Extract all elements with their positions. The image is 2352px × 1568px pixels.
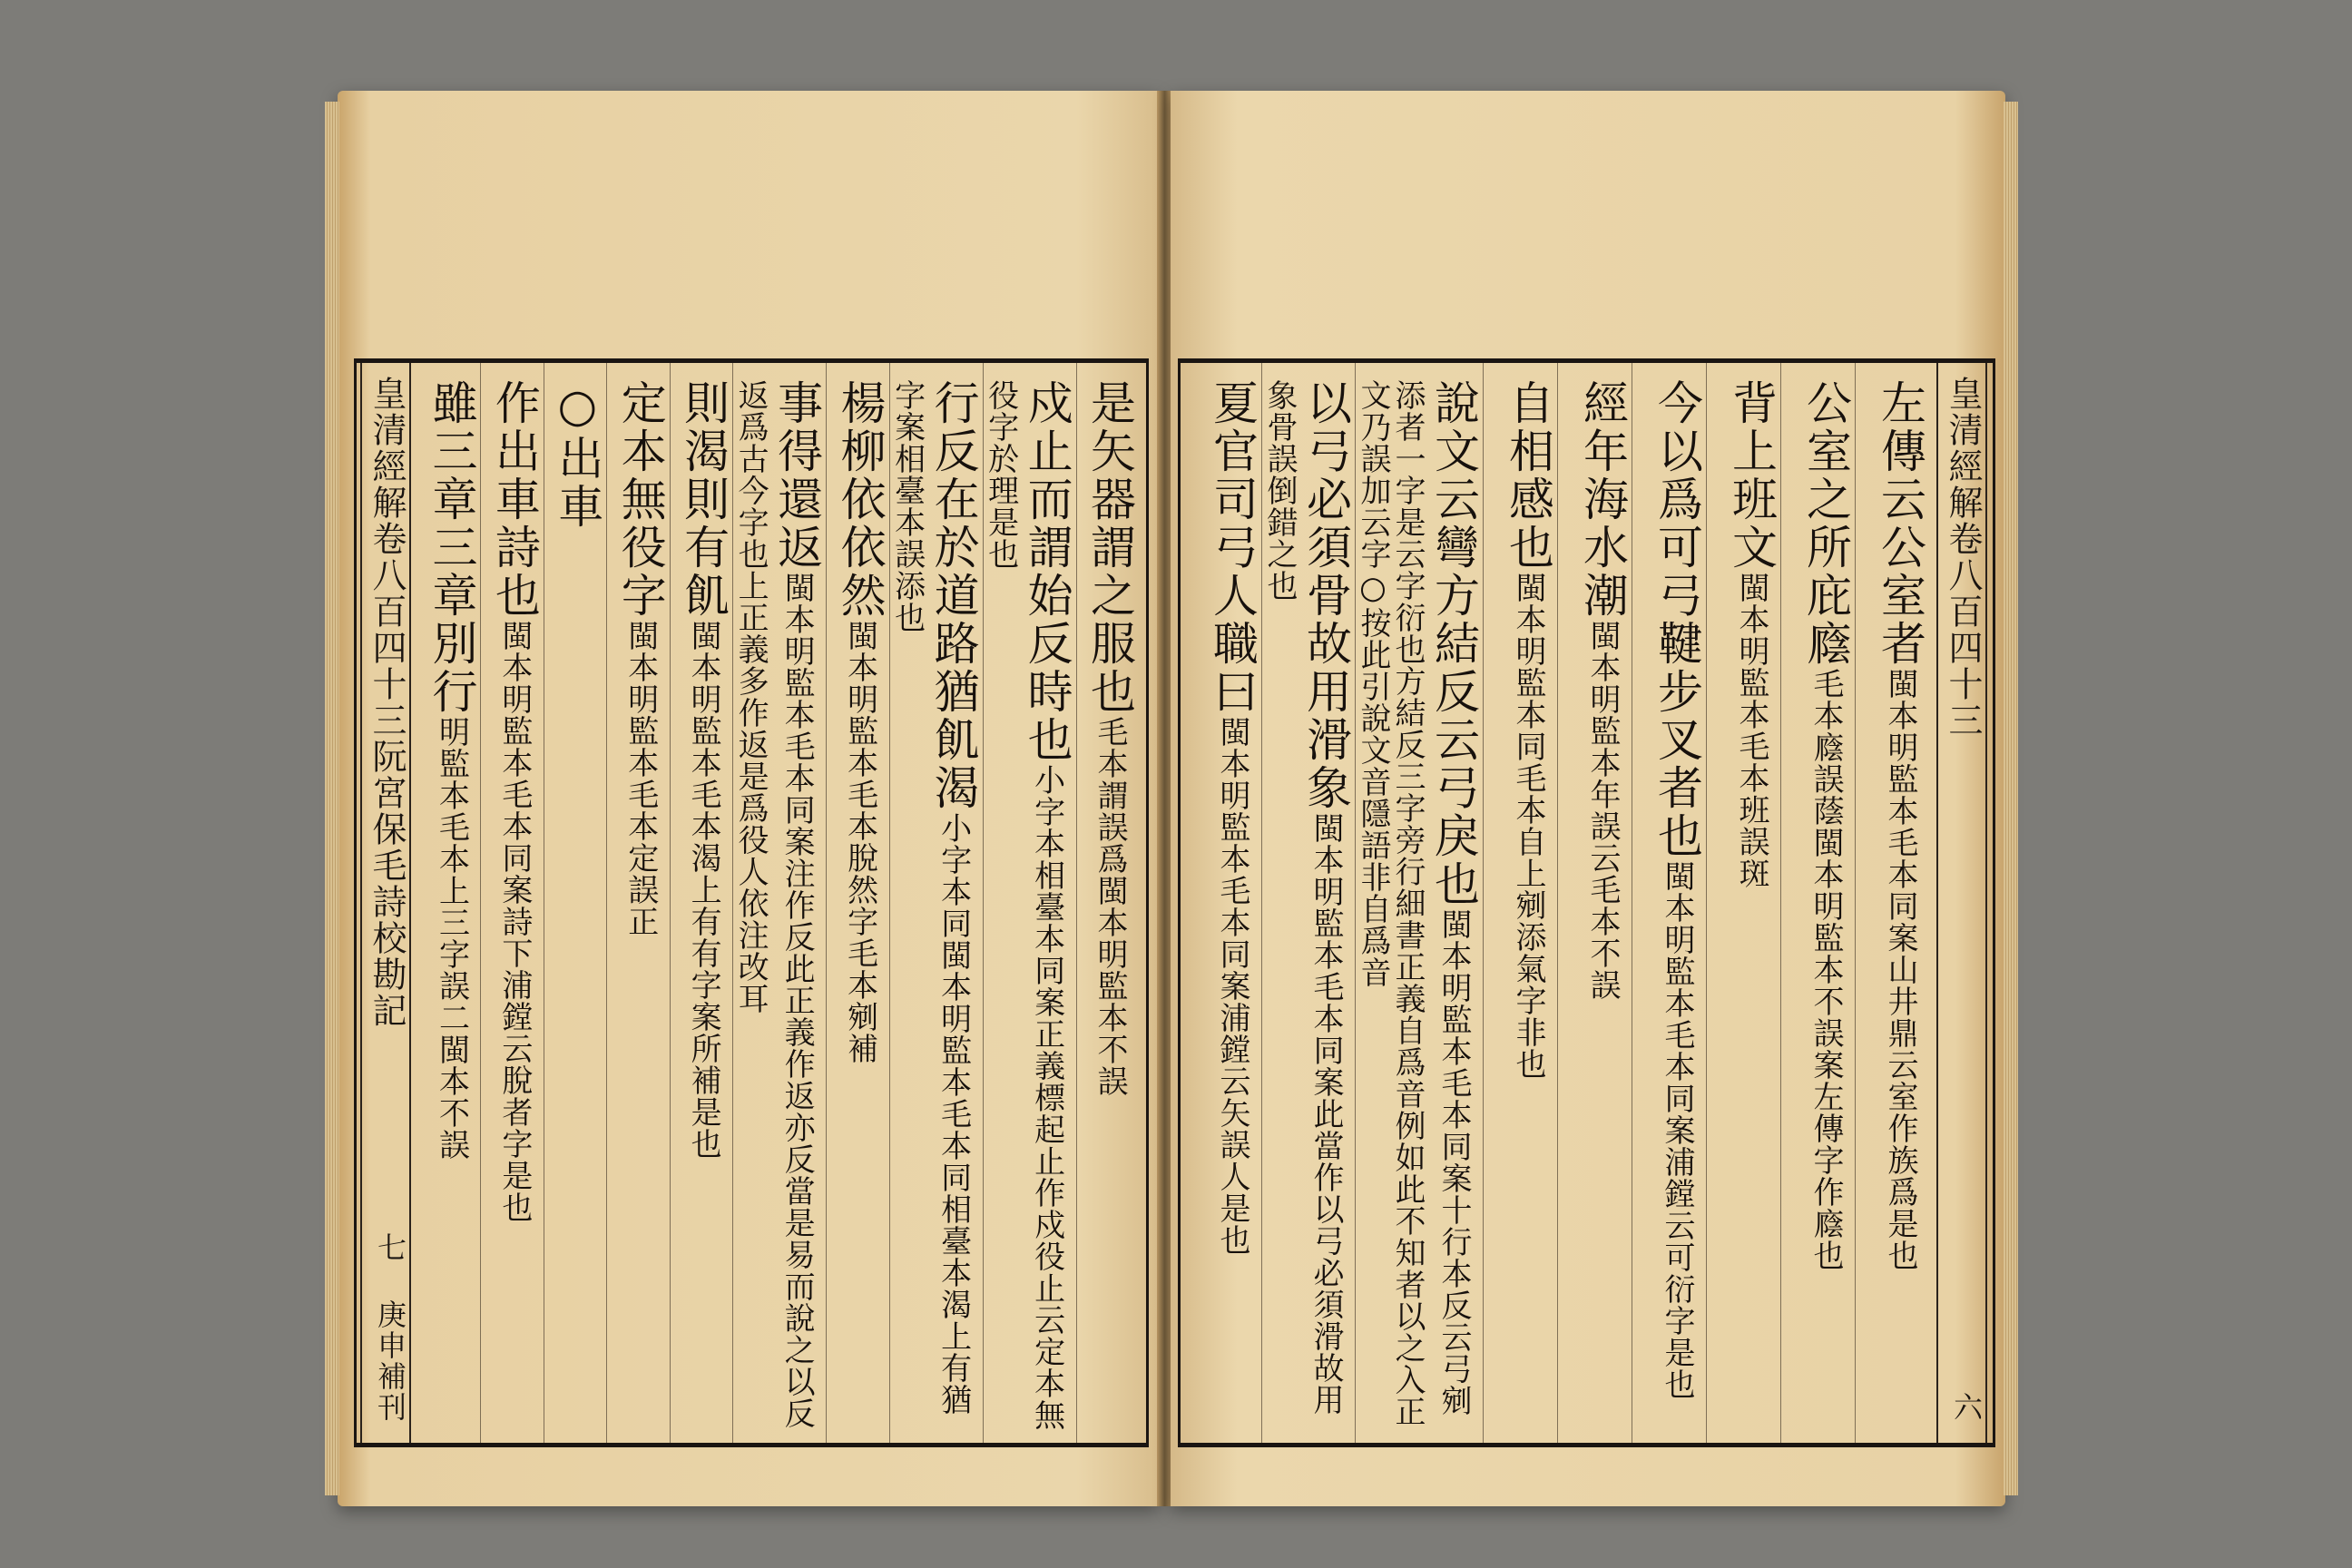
annotation-text: 閩本明監本毛本渴上有有字案所補是也 [685,620,722,1160]
main-text: 雖三章三章別行 [425,379,478,716]
right-page-edge-stack [2004,102,2018,1495]
annotation-text: 閩本明監本同毛本自上剜添氣字非也 [1510,572,1546,1080]
left-text-columns [418,363,1139,1443]
center-bottom-mark: 七 庚申補刊 [373,1232,407,1423]
main-text: 行反在於道路猶飢渴 [926,379,980,812]
right-column-2 [1780,363,1855,1443]
left-column-2 [983,363,1076,1443]
left-text-frame [354,358,1149,1447]
main-text: 事得還返 [770,379,824,572]
main-text: 以弓必須骨故用滑象 [1299,379,1352,812]
right-column-9 [1188,363,1261,1443]
center-volume: 卷八百四十三 [1943,521,1983,739]
left-center-column [360,363,411,1443]
center-bottom-mark: 六 [1949,1392,1984,1423]
main-text: 背上班文 [1725,379,1778,572]
main-text: 說文云彎方結反云弓戾也 [1427,379,1480,908]
left-page-edge-stack [325,102,339,1495]
annotation-text: 閩本明監本毛本同案山井鼎云室作族爲是也 [1882,668,1918,1271]
right-column-3 [1706,363,1780,1443]
left-column-4 [826,363,888,1443]
annotation-text: 毛本廕誤蔭閩本明監本不誤案左傳字作廕也 [1808,668,1844,1271]
main-text: 是矢器謂之服也 [1083,379,1136,716]
right-column-4 [1632,363,1706,1443]
main-text: 公室之所庇廕 [1799,379,1852,668]
left-column-10 [418,363,480,1443]
left-column-3 [889,363,983,1443]
open-book [338,91,2005,1506]
main-text: 定本無役字 [613,379,667,620]
center-title: 皇清經解 [367,376,407,521]
annotation-text: 小字本相臺本同案正義標起止作戍役止云定本無役字於理是也 [982,379,1065,1431]
right-text-frame [1178,358,1995,1447]
left-column-6 [670,363,732,1443]
annotation-text: 小字本同閩本明監本毛本同相臺本渴上有猶字案相臺本誤添也 [888,379,972,1416]
main-text: 左傳云公室者 [1874,379,1926,668]
annotation-text: 閩本明監本毛本脫然字毛本剜補 [841,620,878,1064]
annotation-text: 毛本謂誤爲閩本明監本不誤 [1092,716,1128,1097]
right-column-8 [1261,363,1355,1443]
left-column-7 [606,363,669,1443]
annotation-text: 閩本明監本毛本同案浦鏜云矢誤人是也 [1214,716,1250,1256]
main-text: 經年海水潮 [1576,379,1629,620]
annotation-text: 閩本明監本毛本同案注作反此正義作返亦反當是易而說之以反返爲古今字也上正義多作返是爲役人依注改耳 [732,379,816,1429]
annotation-text: 閩本明監本毛本同案此當作以弓必須滑故用象骨誤倒錯之也 [1261,379,1344,1416]
annotation-text: 閩本明監本毛本班誤斑 [1733,572,1769,889]
main-text: 自相感也 [1502,379,1554,572]
main-text: 則渴則有飢 [677,379,730,620]
main-text: 作出車詩也 [487,379,541,620]
right-text-columns [1188,363,1929,1443]
annotation-text: 閩本明監本毛本同案浦鏜云可衍字是也 [1659,860,1695,1400]
main-text: 戍止而謂始反時也 [1020,379,1073,764]
right-page [1171,91,2005,1506]
left-page [338,91,1159,1506]
left-column-8 [544,363,606,1443]
main-text: 楊柳依依然 [833,379,887,620]
right-column-5 [1557,363,1632,1443]
main-text: 今以爲可弓鞬步叉者也 [1651,379,1703,860]
left-column-1 [1076,363,1139,1443]
left-column-9 [480,363,543,1443]
annotation-text: 閩本明監本年誤云毛本不誤 [1584,620,1621,1001]
main-text: ○出車 [551,379,604,531]
main-text: 夏官司弓人職曰 [1206,379,1259,716]
right-center-column [1936,363,1987,1443]
center-title: 皇清經解 [1943,376,1983,521]
left-column-5 [732,363,826,1443]
annotation-text: 閩本明監本毛本同案十行本反云弓剜添者一字是云字衍也方結反三字旁行細書正義自爲音例如此不知者以之入正文乃誤加云字○按此引說文音隱語非自爲音 [1355,379,1472,1427]
center-volume: 卷八百四十三阮宮保毛詩校勘記 [367,521,407,1029]
right-column-6 [1483,363,1557,1443]
annotation-text: 閩本明監本毛本同案詩下浦鏜云脫者字是也 [495,620,533,1223]
right-column-7 [1355,363,1483,1443]
annotation-text: 閩本明監本毛本定誤正 [622,620,659,937]
annotation-text: 明監本毛本上三字誤二閩本不誤 [433,716,470,1161]
right-column-1 [1855,363,1929,1443]
